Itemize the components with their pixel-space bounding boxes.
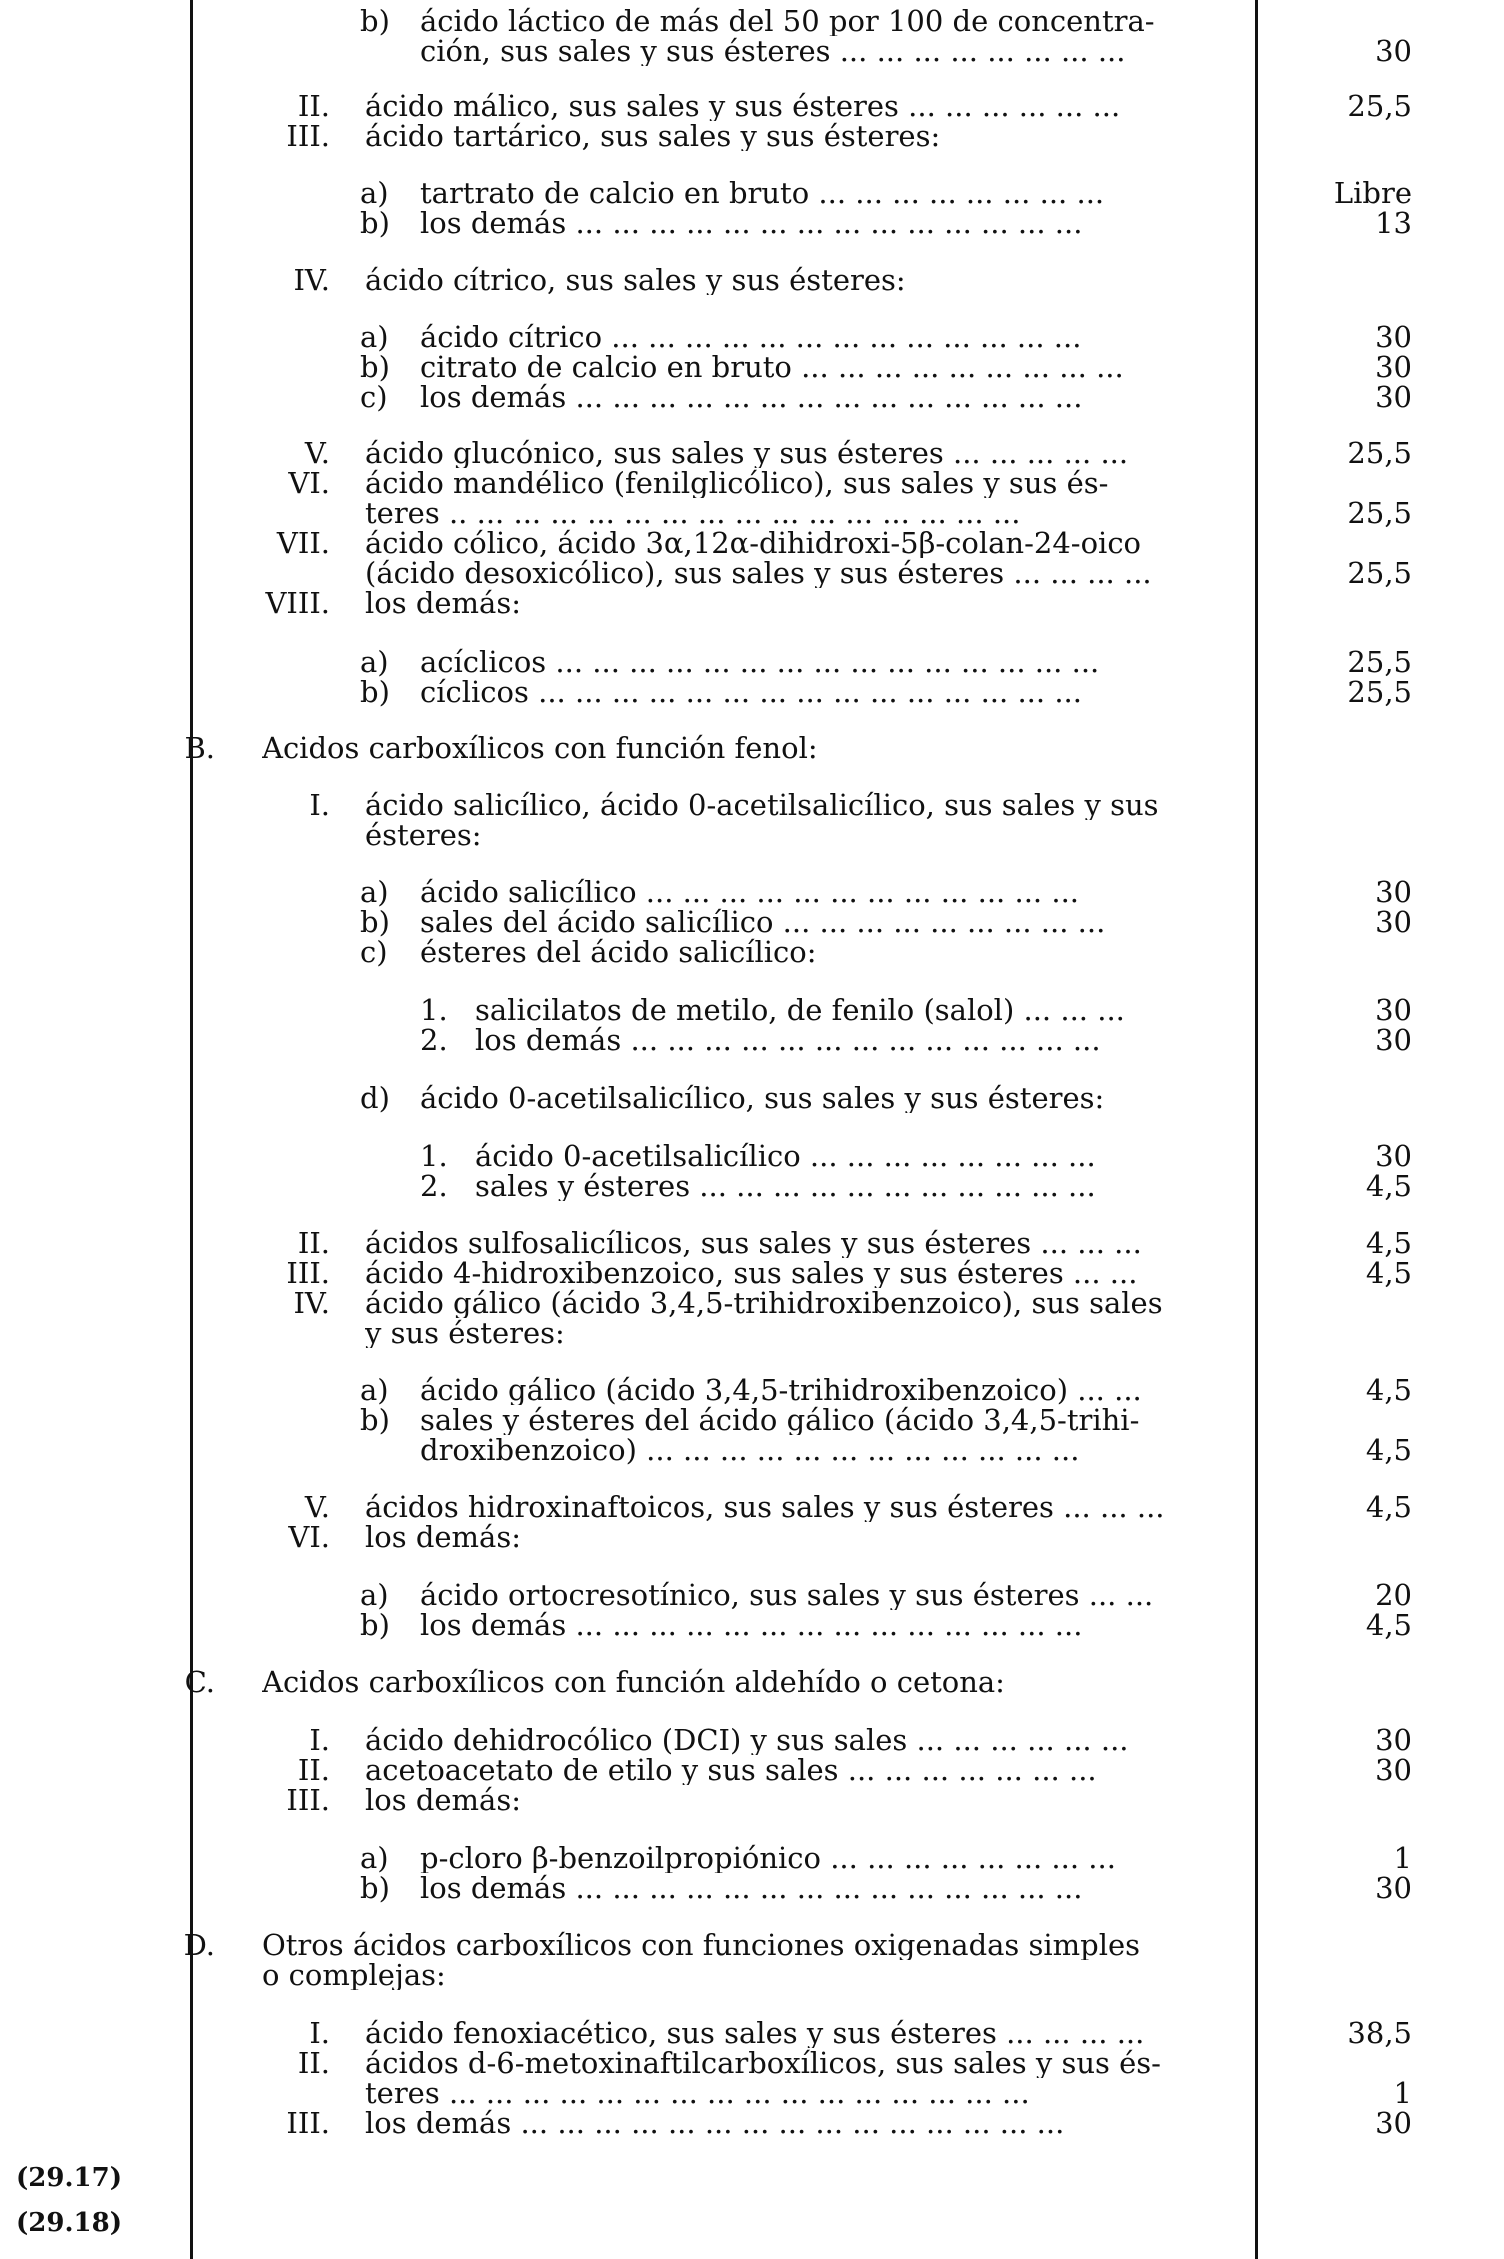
- item-description: citrato de calcio en bruto ... ... ... ... ... ... ... ... ...: [420, 352, 1124, 382]
- duty-rate: 30: [1375, 34, 1412, 68]
- item-description: ácido fenoxiacético, sus sales y sus ésteres ... ... ... ...: [365, 2018, 1145, 2048]
- item-description: teres ... ... ... ... ... ... ... ... ... ... ... ... ... ... ... ...: [365, 2078, 1030, 2108]
- duty-rate: 4,5: [1365, 1433, 1412, 1467]
- heading-number: I.: [309, 788, 330, 822]
- item-description: ácido tartárico, sus sales y sus ésteres:: [365, 121, 941, 151]
- duty-rate: 1: [1393, 2076, 1412, 2110]
- item-description: Acidos carboxílicos con función fenol:: [262, 733, 818, 763]
- item-description: ácido gálico (ácido 3,4,5-trihidroxibenzoico), sus sales: [365, 1288, 1163, 1318]
- duty-rate: 30: [1375, 2106, 1412, 2140]
- item-letter: a): [360, 176, 389, 210]
- item-description: ácido 4-hidroxibenzoico, sus sales y sus ésteres ... ...: [365, 1258, 1138, 1288]
- item-description: ácido salicílico, ácido 0-acetilsalicílico, sus sales y sus: [365, 790, 1159, 820]
- heading-number: III.: [286, 1256, 330, 1290]
- left-rule: [190, 0, 193, 2259]
- item-description: ácido málico, sus sales y sus ésteres ... ... ... ... ... ...: [365, 91, 1121, 121]
- item-letter: b): [360, 675, 390, 709]
- right-rule: [1255, 0, 1258, 2259]
- duty-rate: 25,5: [1347, 496, 1412, 530]
- item-description: ácido dehidrocólico (DCI) y sus sales ... ... ... ... ... ...: [365, 1725, 1129, 1755]
- duty-rate: 25,5: [1347, 645, 1412, 679]
- item-description: ácido cítrico, sus sales y sus ésteres:: [365, 265, 906, 295]
- heading-number: II.: [297, 1226, 330, 1260]
- item-description: ésteres:: [365, 820, 482, 850]
- item-letter: b): [360, 4, 390, 38]
- item-letter: 2.: [420, 1169, 448, 1203]
- heading-number: VIII.: [265, 586, 330, 620]
- item-letter: a): [360, 1373, 389, 1407]
- item-letter: a): [360, 1841, 389, 1875]
- duty-rate: 30: [1375, 993, 1412, 1027]
- duty-rate: 25,5: [1347, 556, 1412, 590]
- item-letter: a): [360, 320, 389, 354]
- item-description: (ácido desoxicólico), sus sales y sus ésteres ... ... ... ...: [365, 558, 1152, 588]
- item-description: teres .. ... ... ... ... ... ... ... ... ... ... ... ... ... ... ...: [365, 498, 1021, 528]
- duty-rate: 13: [1375, 206, 1412, 240]
- duty-rate: 1: [1393, 1841, 1412, 1875]
- heading-number: IV.: [293, 263, 330, 297]
- item-letter: b): [360, 1608, 390, 1642]
- heading-number: IV.: [293, 1286, 330, 1320]
- duty-rate: 30: [1375, 875, 1412, 909]
- duty-rate: 30: [1375, 320, 1412, 354]
- item-description: los demás:: [365, 1522, 522, 1552]
- item-description: acetoacetato de etilo y sus sales ... ... ... ... ... ... ...: [365, 1755, 1097, 1785]
- duty-rate: 4,5: [1365, 1256, 1412, 1290]
- duty-rate: 30: [1375, 1139, 1412, 1173]
- duty-rate: 4,5: [1365, 1169, 1412, 1203]
- duty-rate: 30: [1375, 380, 1412, 414]
- side-code-2918: (29.18): [16, 2208, 123, 2238]
- item-description: y sus ésteres:: [365, 1318, 565, 1348]
- heading-number: V.: [304, 1490, 330, 1524]
- item-letter: 2.: [420, 1023, 448, 1057]
- item-description: ácidos d-6-metoxinaftilcarboxílicos, sus sales y sus és-: [365, 2048, 1161, 2078]
- item-description: los demás ... ... ... ... ... ... ... ... ... ... ... ... ... ...: [420, 1610, 1083, 1640]
- duty-rate: 4,5: [1365, 1608, 1412, 1642]
- item-letter: 1.: [420, 1139, 448, 1173]
- item-description: sales del ácido salicílico ... ... ... ... ... ... ... ... ...: [420, 907, 1106, 937]
- item-description: los demás:: [365, 588, 522, 618]
- duty-rate: 4,5: [1365, 1490, 1412, 1524]
- item-description: ácido gálico (ácido 3,4,5-trihidroxibenzoico) ... ...: [420, 1375, 1142, 1405]
- duty-rate: 30: [1375, 905, 1412, 939]
- duty-rate: 25,5: [1347, 436, 1412, 470]
- item-description: ácido salicílico ... ... ... ... ... ... ... ... ... ... ... ...: [420, 877, 1080, 907]
- item-description: ácido cólico, ácido 3α,12α-dihidroxi-5β-colan-24-oico: [365, 528, 1142, 558]
- item-letter: c): [360, 380, 388, 414]
- item-letter: b): [360, 905, 390, 939]
- heading-number: VI.: [288, 1520, 330, 1554]
- duty-rate: 4,5: [1365, 1373, 1412, 1407]
- duty-rate: 30: [1375, 1753, 1412, 1787]
- item-description: cíclicos ... ... ... ... ... ... ... ... ... ... ... ... ... ... ...: [420, 677, 1082, 707]
- item-letter: a): [360, 1578, 389, 1612]
- duty-rate: 30: [1375, 1023, 1412, 1057]
- heading-number: D.: [183, 1928, 215, 1962]
- heading-number: II.: [297, 2046, 330, 2080]
- item-description: ácido 0-acetilsalicílico, sus sales y sus ésteres:: [420, 1083, 1105, 1113]
- heading-number: VI.: [288, 466, 330, 500]
- item-description: los demás ... ... ... ... ... ... ... ... ... ... ... ... ...: [475, 1025, 1101, 1055]
- item-description: los demás ... ... ... ... ... ... ... ... ... ... ... ... ... ... ...: [365, 2108, 1065, 2138]
- item-description: Otros ácidos carboxílicos con funciones oxigenadas simples: [262, 1930, 1141, 1960]
- item-description: ácidos hidroxinaftoicos, sus sales y sus ésteres ... ... ...: [365, 1492, 1165, 1522]
- item-letter: a): [360, 875, 389, 909]
- duty-rate: 38,5: [1347, 2016, 1412, 2050]
- item-description: los demás ... ... ... ... ... ... ... ... ... ... ... ... ... ...: [420, 382, 1083, 412]
- item-description: ácido mandélico (fenilglicólico), sus sales y sus és-: [365, 468, 1109, 498]
- item-letter: c): [360, 935, 388, 969]
- heading-number: I.: [309, 1723, 330, 1757]
- heading-number: VII.: [276, 526, 330, 560]
- item-description: tartrato de calcio en bruto ... ... ... ... ... ... ... ...: [420, 178, 1105, 208]
- heading-number: I.: [309, 2016, 330, 2050]
- item-description: acíclicos ... ... ... ... ... ... ... ... ... ... ... ... ... ... ...: [420, 647, 1100, 677]
- item-description: Acidos carboxílicos con función aldehído o cetona:: [262, 1667, 1005, 1697]
- item-description: los demás ... ... ... ... ... ... ... ... ... ... ... ... ... ...: [420, 1873, 1083, 1903]
- item-letter: d): [360, 1081, 390, 1115]
- item-description: ácido cítrico ... ... ... ... ... ... ... ... ... ... ... ... ...: [420, 322, 1082, 352]
- item-description: ción, sus sales y sus ésteres ... ... ... ... ... ... ... ...: [420, 36, 1126, 66]
- item-letter: b): [360, 350, 390, 384]
- duty-rate: 30: [1375, 350, 1412, 384]
- item-description: o complejas:: [262, 1960, 446, 1990]
- item-letter: b): [360, 1403, 390, 1437]
- item-description: los demás:: [365, 1785, 522, 1815]
- duty-rate: 30: [1375, 1871, 1412, 1905]
- heading-number: III.: [286, 1783, 330, 1817]
- item-description: sales y ésteres ... ... ... ... ... ... ... ... ... ... ...: [475, 1171, 1096, 1201]
- item-description: droxibenzoico) ... ... ... ... ... ... ... ... ... ... ... ...: [420, 1435, 1080, 1465]
- item-letter: b): [360, 1871, 390, 1905]
- duty-rate: 25,5: [1347, 675, 1412, 709]
- item-description: p-cloro β-benzoilpropiónico ... ... ... ... ... ... ... ...: [420, 1843, 1116, 1873]
- duty-rate: 4,5: [1365, 1226, 1412, 1260]
- heading-number: B.: [184, 731, 215, 765]
- heading-number: II.: [297, 1753, 330, 1787]
- item-description: salicilatos de metilo, de fenilo (salol) ... ... ...: [475, 995, 1125, 1025]
- item-description: ácido ortocresotínico, sus sales y sus ésteres ... ...: [420, 1580, 1154, 1610]
- side-code-2917: (29.17): [16, 2163, 123, 2193]
- duty-rate: Libre: [1333, 176, 1412, 210]
- item-description: sales y ésteres del ácido gálico (ácido 3,4,5-trihi-: [420, 1405, 1140, 1435]
- item-description: ésteres del ácido salicílico:: [420, 937, 817, 967]
- heading-number: III.: [286, 119, 330, 153]
- duty-rate: 25,5: [1347, 89, 1412, 123]
- item-description: ácido láctico de más del 50 por 100 de concentra-: [420, 6, 1155, 36]
- heading-number: C.: [184, 1665, 215, 1699]
- item-letter: a): [360, 645, 389, 679]
- item-description: ácido 0-acetilsalicílico ... ... ... ... ... ... ... ...: [475, 1141, 1096, 1171]
- duty-rate: 20: [1375, 1578, 1412, 1612]
- heading-number: II.: [297, 89, 330, 123]
- item-letter: b): [360, 206, 390, 240]
- item-description: ácidos sulfosalicílicos, sus sales y sus ésteres ... ... ...: [365, 1228, 1142, 1258]
- heading-number: III.: [286, 2106, 330, 2140]
- item-description: los demás ... ... ... ... ... ... ... ... ... ... ... ... ... ...: [420, 208, 1083, 238]
- heading-number: V.: [304, 436, 330, 470]
- duty-rate: 30: [1375, 1723, 1412, 1757]
- item-letter: 1.: [420, 993, 448, 1027]
- item-description: ácido glucónico, sus sales y sus ésteres ... ... ... ... ...: [365, 438, 1129, 468]
